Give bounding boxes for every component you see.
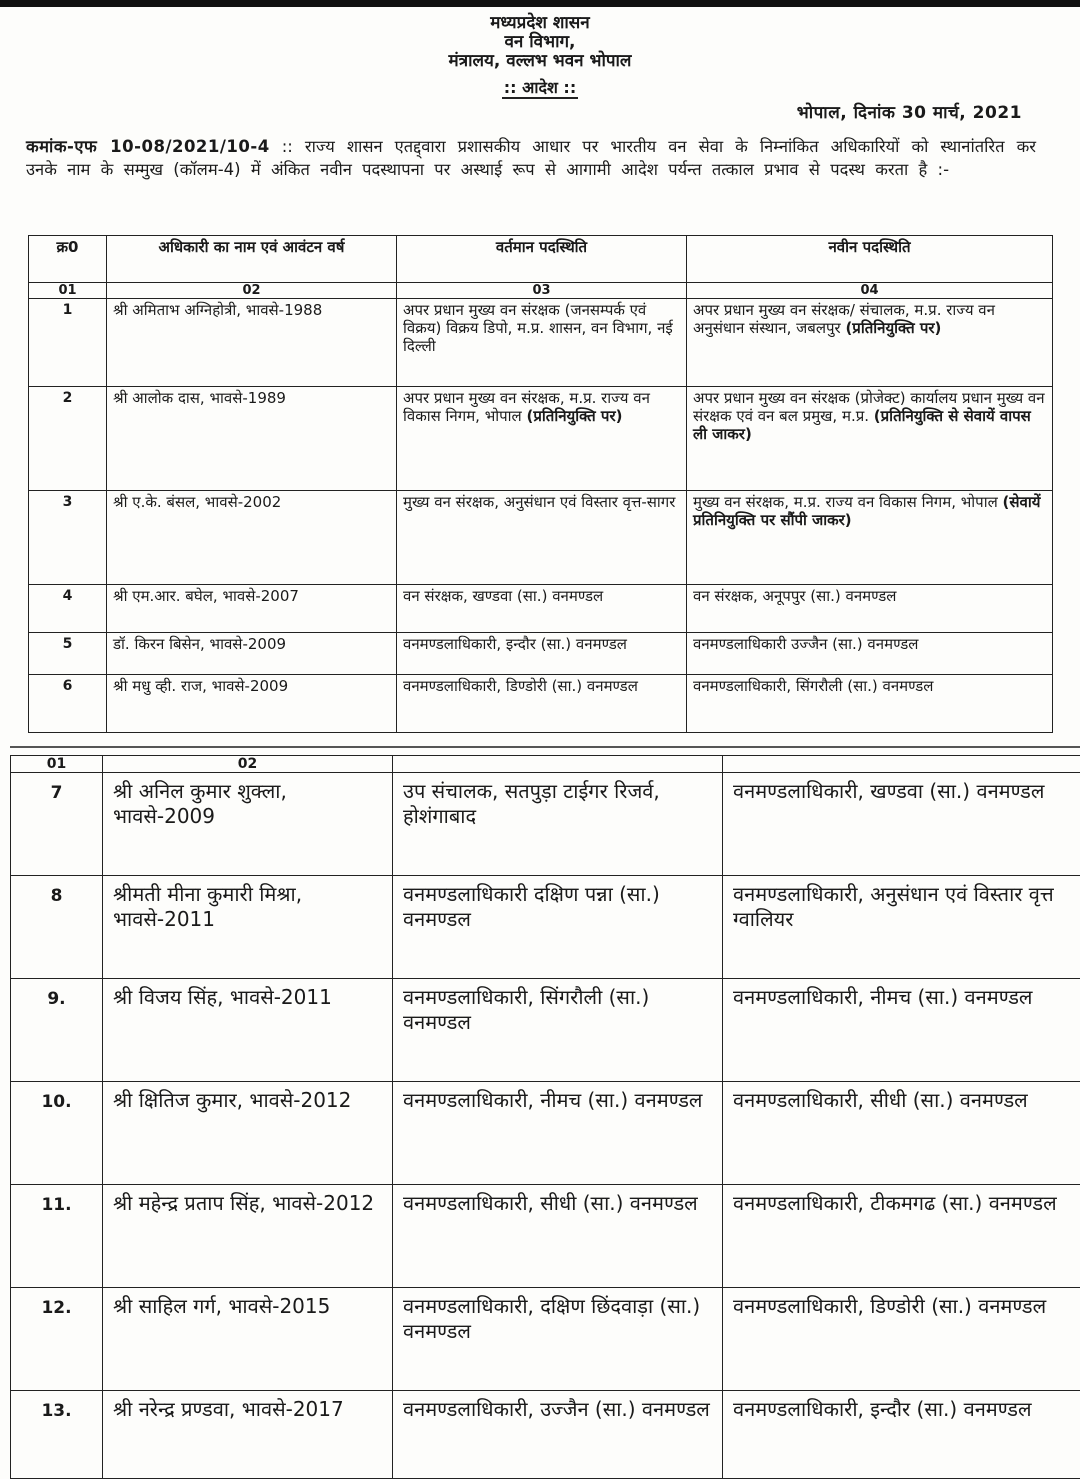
new-posting-text: मुख्य वन संरक्षक, म.प्र. राज्य वन विकास निगम, भोपाल <box>693 493 998 511</box>
transfer-table-part1 <box>28 235 1053 733</box>
new-posting-text: अपर प्रधान मुख्य वन संरक्षक/ संचालक, म.प्र. राज्य वन अनुसंधान संस्थान, जबलपुर <box>693 301 995 337</box>
order-reference: कमांक-एफ 10-08/2021/10-4 <box>26 137 270 156</box>
header-current-posting: वर्तमान पदस्थिति <box>397 236 687 283</box>
serial-number: 11. <box>11 1185 103 1288</box>
current-posting: वनमण्डलाधिकारी, सीधी (सा.) वनमण्डल <box>393 1185 723 1288</box>
table-row <box>11 1288 1080 1391</box>
new-posting: वनमण्डलाधिकारी, डिण्डोरी (सा.) वनमण्डल <box>723 1288 1080 1391</box>
serial-number: 8 <box>11 876 103 979</box>
table-row <box>29 633 1053 675</box>
new-posting <box>687 299 1053 387</box>
table-header-row <box>29 236 1053 283</box>
table-row <box>11 1082 1080 1185</box>
officer-name: श्री मधु व्ही. राज, भावसे-2009 <box>107 675 397 733</box>
col-number: 02 <box>103 756 393 773</box>
new-posting: वनमण्डलाधिकारी, सिंगरौली (सा.) वनमण्डल <box>687 675 1053 733</box>
govt-title: मध्यप्रदेश शासन <box>0 10 1080 33</box>
col-number <box>723 756 1080 773</box>
table-row <box>29 387 1053 491</box>
col-number: 02 <box>107 283 397 299</box>
current-posting: वन संरक्षक, खण्डवा (सा.) वनमण्डल <box>397 585 687 633</box>
serial-number: 10. <box>11 1082 103 1185</box>
table-row <box>11 979 1080 1082</box>
officer-name: श्री ए.के. बंसल, भावसे-2002 <box>107 491 397 585</box>
serial-number: 12. <box>11 1288 103 1391</box>
new-posting: वनमण्डलाधिकारी, नीमच (सा.) वनमण्डल <box>723 979 1080 1082</box>
new-posting: वनमण्डलाधिकारी उज्जैन (सा.) वनमण्डल <box>687 633 1053 675</box>
serial-number: 2 <box>29 387 107 491</box>
intro-text: :: राज्य शासन एतद्द्वारा प्रशासकीय आधार पर भारतीय वन सेवा के निम्नांकित अधिकारियों को स्थानांतरित कर उनके नाम के सम्मुख (कॉलम-4) में अंकित नवीन पदस्थापना पर अस्थाई रूप से आगामी आदेश पर्यन्त तत्काल प्रभाव से पदस्थ करता है :- <box>26 137 1036 179</box>
new-posting: वनमण्डलाधिकारी, इन्दौर (सा.) वनमण्डल <box>723 1391 1080 1479</box>
new-posting-note: (प्रतिनियुक्ति से सेवायें वापस ली जाकर) <box>693 407 1031 443</box>
new-posting: वनमण्डलाधिकारी, टीकमगढ (सा.) वनमण्डल <box>723 1185 1080 1288</box>
current-posting: वनमण्डलाधिकारी, इन्दौर (सा.) वनमण्डल <box>397 633 687 675</box>
new-posting: वनमण्डलाधिकारी, अनुसंधान एवं विस्तार वृत्त ग्वालियर <box>723 876 1080 979</box>
new-posting-text: अपर प्रधान मुख्य वन संरक्षक (प्रोजेक्ट) कार्यालय प्रधान मुख्य वन संरक्षक एवं वन बल प्रमुख, म.प्र. <box>693 389 1045 425</box>
new-posting: वन संरक्षक, अनूपपुर (सा.) वनमण्डल <box>687 585 1053 633</box>
officer-name: श्री एम.आर. बघेल, भावसे-2007 <box>107 585 397 633</box>
current-posting-note: (प्रतिनियुक्ति पर) <box>527 407 623 425</box>
col-number: 01 <box>11 756 103 773</box>
table-row <box>29 299 1053 387</box>
serial-number: 7 <box>11 773 103 876</box>
current-posting: वनमण्डलाधिकारी, उज्जैन (सा.) वनमण्डल <box>393 1391 723 1479</box>
new-posting <box>687 491 1053 585</box>
scan-seam <box>10 746 1080 748</box>
serial-number: 3 <box>29 491 107 585</box>
current-posting-text: अपर प्रधान मुख्य वन संरक्षक, म.प्र. राज्य वन विकास निगम, भोपाल <box>403 389 650 425</box>
serial-number: 4 <box>29 585 107 633</box>
header-serial: क्र0 <box>29 236 107 283</box>
officer-name: श्री क्षितिज कुमार, भावसे-2012 <box>103 1082 393 1185</box>
current-posting: वनमण्डलाधिकारी, नीमच (सा.) वनमण्डल <box>393 1082 723 1185</box>
column-number-row <box>11 756 1080 773</box>
serial-number: 6 <box>29 675 107 733</box>
officer-name: श्री आलोक दास, भावसे-1989 <box>107 387 397 491</box>
officer-name: श्री अनिल कुमार शुक्ला, भावसे-2009 <box>103 773 393 876</box>
header-officer-name: अधिकारी का नाम एवं आवंटन वर्ष <box>107 236 397 283</box>
table-row <box>29 491 1053 585</box>
col-number <box>393 756 723 773</box>
new-posting: वनमण्डलाधिकारी, खण्डवा (सा.) वनमण्डल <box>723 773 1080 876</box>
col-number: 04 <box>687 283 1053 299</box>
table-row <box>29 585 1053 633</box>
scan-top-edge <box>0 0 1080 7</box>
col-number: 01 <box>29 283 107 299</box>
officer-name: श्री साहिल गर्ग, भावसे-2015 <box>103 1288 393 1391</box>
current-posting: अपर प्रधान मुख्य वन संरक्षक (जनसम्पर्क एवं विक्रय) विक्रय डिपो, म.प्र. शासन, वन विभाग, नई दिल्ली <box>397 299 687 387</box>
header-new-posting: नवीन पदस्थिति <box>687 236 1053 283</box>
table-row <box>11 1391 1080 1479</box>
serial-number: 9. <box>11 979 103 1082</box>
current-posting: वनमण्डलाधिकारी, डिण्डोरी (सा.) वनमण्डल <box>397 675 687 733</box>
officer-name: श्री अमिताभ अग्निहोत्री, भावसे-1988 <box>107 299 397 387</box>
current-posting: वनमण्डलाधिकारी दक्षिण पन्ना (सा.) वनमण्डल <box>393 876 723 979</box>
serial-number: 1 <box>29 299 107 387</box>
new-posting-note: (प्रतिनियुक्ति पर) <box>845 319 941 337</box>
column-number-row <box>29 283 1053 299</box>
order-title: :: आदेश :: <box>502 78 578 99</box>
current-posting: उप संचालक, सतपुड़ा टाईगर रिजर्व, होशंगाबाद <box>393 773 723 876</box>
current-posting <box>397 387 687 491</box>
officer-name: डॉ. किरन बिसेन, भावसे-2009 <box>107 633 397 675</box>
order-date: भोपाल, दिनांक 30 मार्च, 2021 <box>797 100 1022 123</box>
department-title: वन विभाग, <box>0 29 1080 52</box>
table-row <box>11 1185 1080 1288</box>
table-row <box>11 876 1080 979</box>
table-row <box>29 675 1053 733</box>
current-posting: वनमण्डलाधिकारी, दक्षिण छिंदवाड़ा (सा.) वनमण्डल <box>393 1288 723 1391</box>
new-posting: वनमण्डलाधिकारी, सीधी (सा.) वनमण्डल <box>723 1082 1080 1185</box>
officer-name: श्री महेन्द्र प्रताप सिंह, भावसे-2012 <box>103 1185 393 1288</box>
ministry-address: मंत्रालय, वल्लभ भवन भोपाल <box>0 48 1080 71</box>
intro-paragraph <box>26 135 1036 181</box>
officer-name: श्री नरेन्द्र प्रण्डवा, भावसे-2017 <box>103 1391 393 1479</box>
table-row <box>11 773 1080 876</box>
serial-number: 5 <box>29 633 107 675</box>
new-posting-note: (सेवायें प्रतिनियुक्ति पर सौंपी जाकर) <box>693 493 1040 529</box>
order-heading <box>0 76 1080 98</box>
serial-number: 13. <box>11 1391 103 1479</box>
current-posting: मुख्य वन संरक्षक, अनुसंधान एवं विस्तार वृत्त-सागर <box>397 491 687 585</box>
officer-name: श्रीमती मीना कुमारी मिश्रा, भावसे-2011 <box>103 876 393 979</box>
current-posting: वनमण्डलाधिकारी, सिंगरौली (सा.) वनमण्डल <box>393 979 723 1082</box>
new-posting <box>687 387 1053 491</box>
officer-name: श्री विजय सिंह, भावसे-2011 <box>103 979 393 1082</box>
col-number: 03 <box>397 283 687 299</box>
transfer-table-part2 <box>10 755 1080 1479</box>
